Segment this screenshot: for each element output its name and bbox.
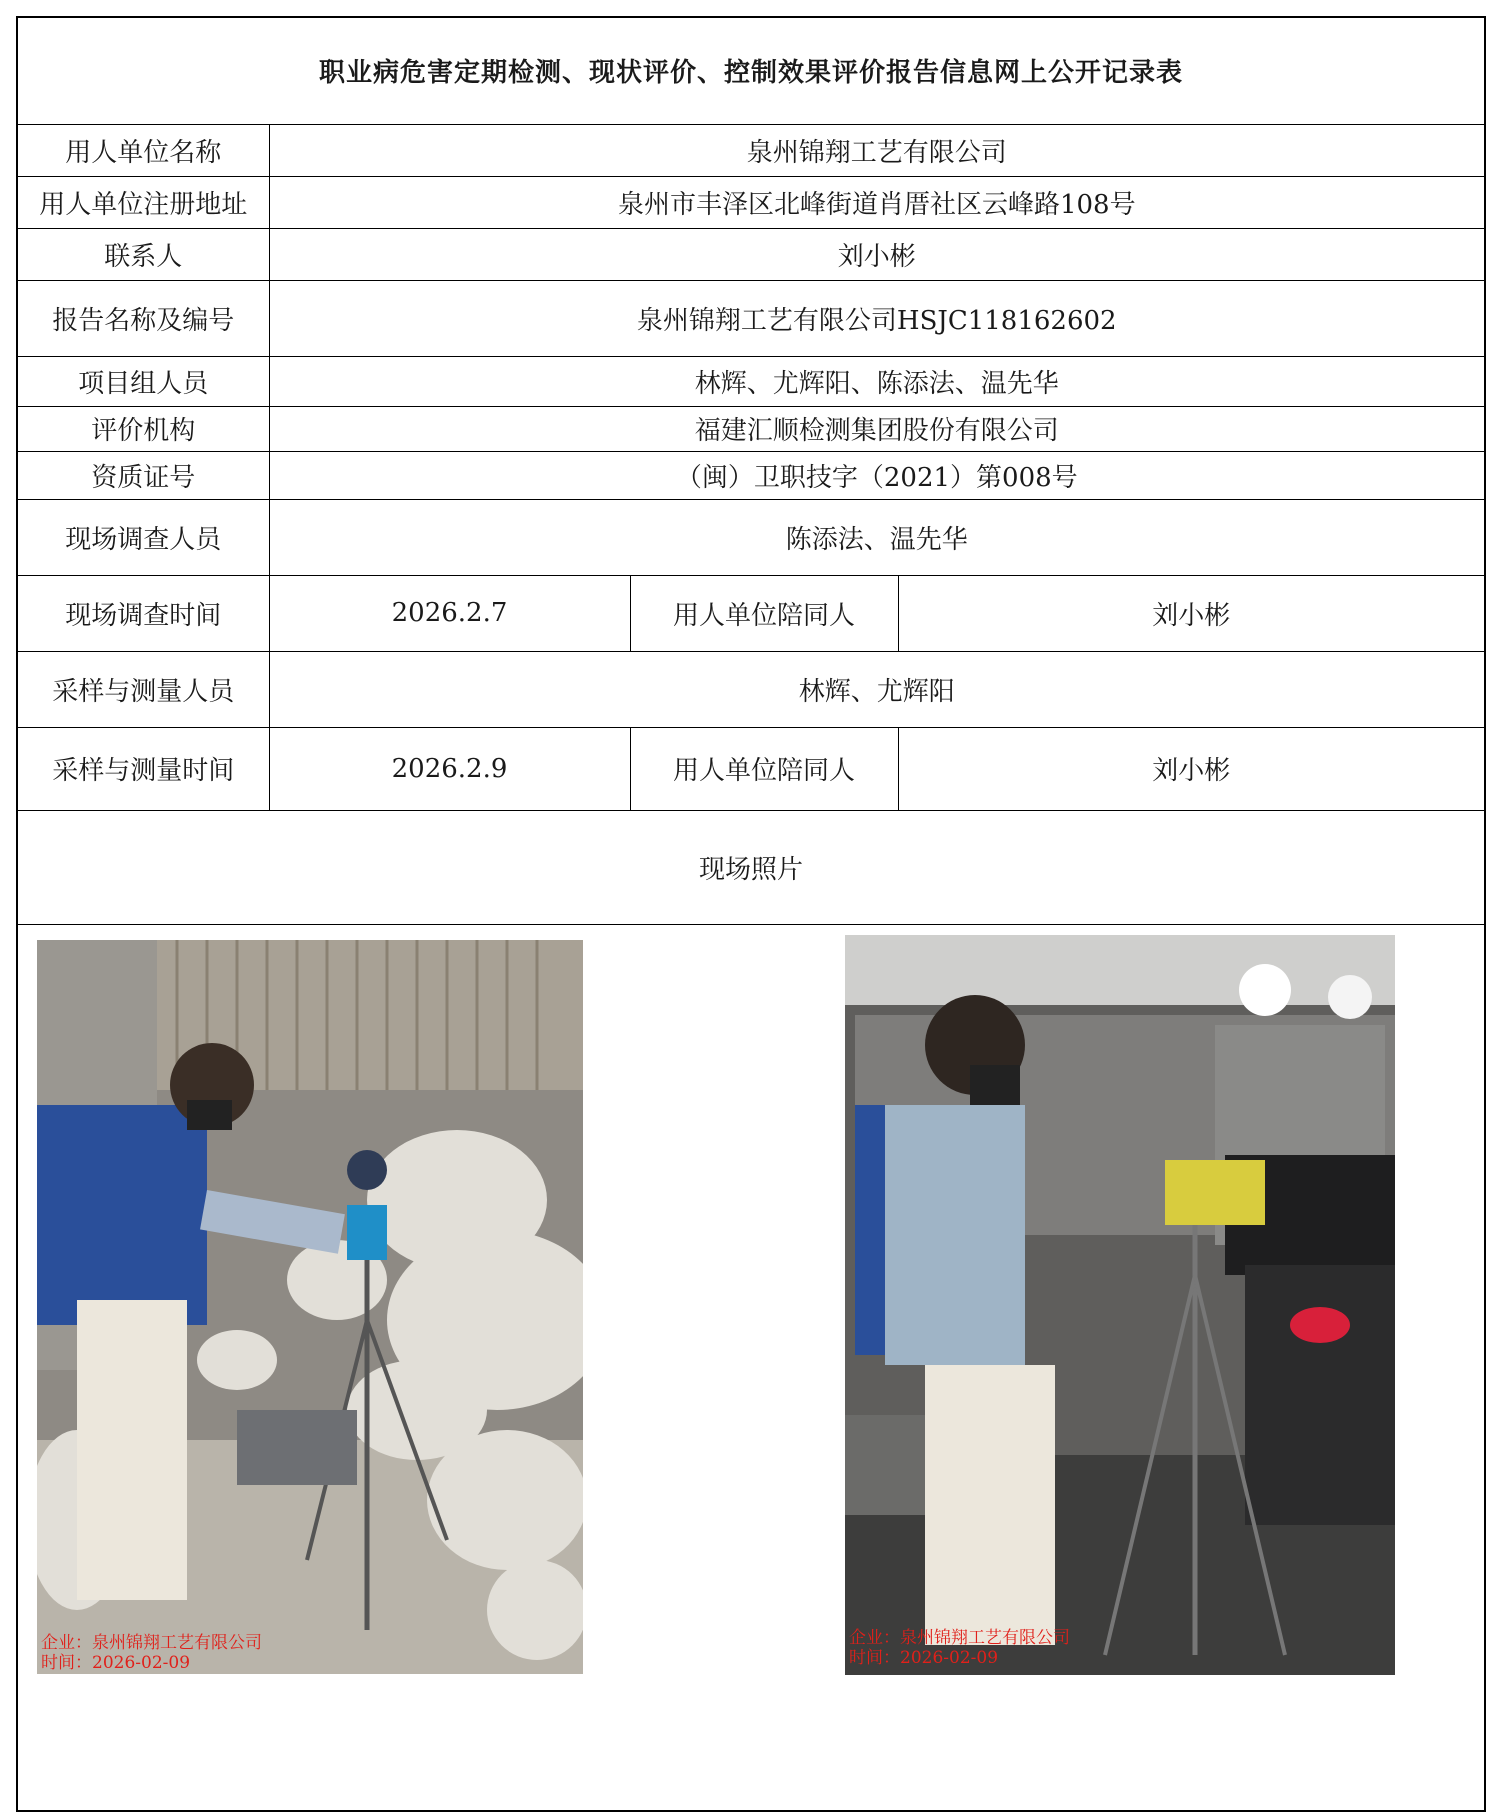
photo-1-time: 时间：2026-02-09 — [41, 1652, 191, 1673]
site-photo-1 — [37, 940, 583, 1674]
survey-staff-value: 陈添法、温先华 — [269, 499, 1484, 575]
employer-address-label: 用人单位注册地址 — [18, 176, 269, 228]
site-photo-2 — [845, 935, 1395, 1675]
report-label: 报告名称及编号 — [18, 280, 269, 356]
qualification-value: （闽）卫职技字（2021）第008号 — [269, 451, 1484, 499]
sampling-companion-label: 用人单位陪同人 — [630, 727, 898, 810]
contact-value: 刘小彬 — [269, 228, 1484, 280]
team-label: 项目组人员 — [18, 356, 269, 406]
sampling-staff-value: 林辉、尤辉阳 — [269, 651, 1484, 727]
sampling-staff-label: 采样与测量人员 — [18, 651, 269, 727]
team-value: 林辉、尤辉阳、陈添法、温先华 — [269, 356, 1484, 406]
survey-time-label: 现场调查时间 — [18, 575, 269, 651]
record-table — [18, 18, 1484, 925]
survey-companion-label: 用人单位陪同人 — [630, 575, 898, 651]
sampling-companion-value: 刘小彬 — [898, 727, 1484, 810]
sampling-time-label: 采样与测量时间 — [18, 727, 269, 810]
photo-2-time: 时间：2026-02-09 — [849, 1647, 999, 1668]
employer-name-label: 用人单位名称 — [18, 124, 269, 176]
agency-label: 评价机构 — [18, 406, 269, 451]
survey-companion-value: 刘小彬 — [898, 575, 1484, 651]
sampling-time-value: 2026.2.9 — [269, 727, 630, 810]
survey-staff-label: 现场调查人员 — [18, 499, 269, 575]
agency-value: 福建汇顺检测集团股份有限公司 — [269, 406, 1484, 451]
site-photo-2-image — [845, 935, 1395, 1675]
report-value: 泉州锦翔工艺有限公司HSJC118162602 — [269, 280, 1484, 356]
site-photo-1-image — [37, 940, 583, 1674]
survey-time-value: 2026.2.7 — [269, 575, 630, 651]
photo-2-caption — [849, 1628, 1070, 1668]
qualification-label: 资质证号 — [18, 451, 269, 499]
photos-header: 现场照片 — [18, 810, 1484, 924]
employer-address-value: 泉州市丰泽区北峰街道肖厝社区云峰路108号 — [269, 176, 1484, 228]
employer-name-value: 泉州锦翔工艺有限公司 — [269, 124, 1484, 176]
contact-label: 联系人 — [18, 228, 269, 280]
site-photos — [18, 925, 1484, 1692]
page-title: 职业病危害定期检测、现状评价、控制效果评价报告信息网上公开记录表 — [18, 18, 1484, 124]
record-sheet — [16, 16, 1486, 1812]
photo-1-company: 企业：泉州锦翔工艺有限公司 — [41, 1632, 262, 1653]
photo-2-company: 企业：泉州锦翔工艺有限公司 — [849, 1627, 1070, 1648]
photo-1-caption — [41, 1633, 262, 1673]
